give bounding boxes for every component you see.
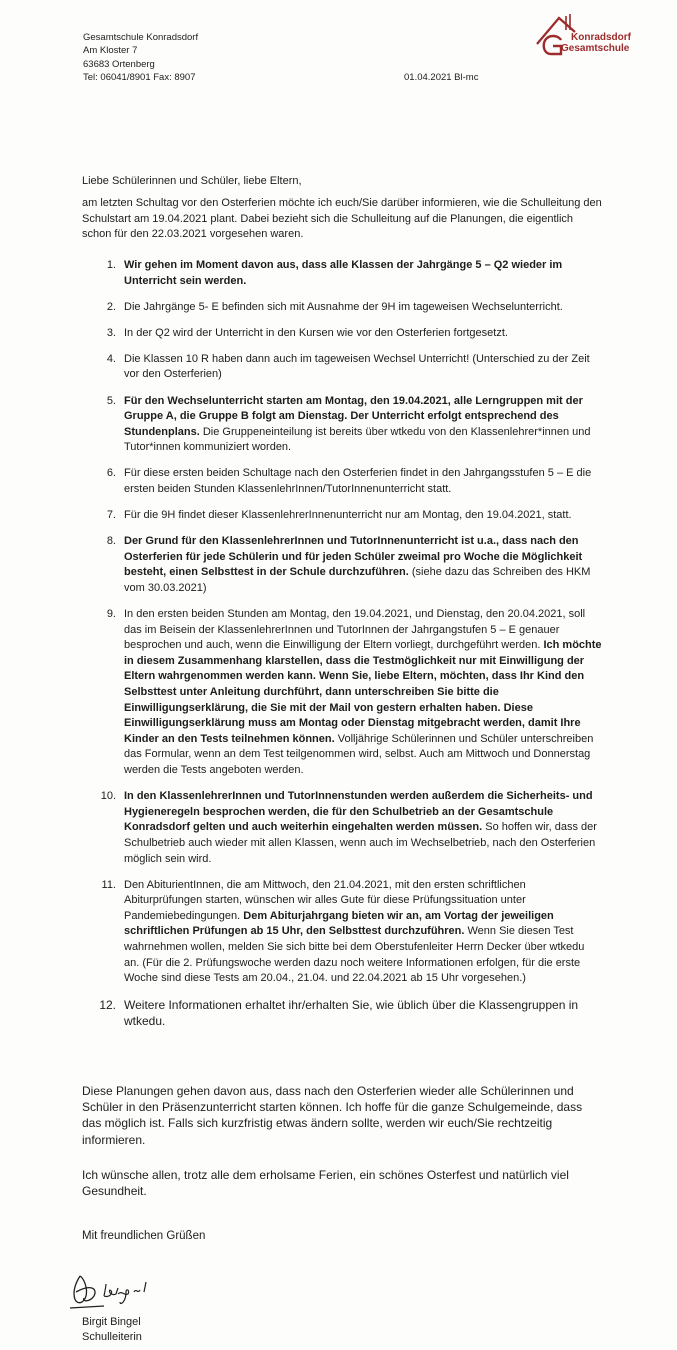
numbered-list [82,258,602,1040]
list-item [82,326,602,342]
closing-paragraph: Diese Planungen gehen davon aus, dass nach den Osterferien wieder alle Schülerinnen und Schüler in den Präsenzunterricht starten können. Ich hoffe für die ganze Schulgemeinde, dass das möglich ist. Falls sich kurzfristig etwas ändern sollte, werden wir euch/Sie rechtzeitig informieren. [82,1084,583,1147]
list-item [82,607,602,779]
list-item-number: 2. [106,300,116,313]
bold-segment: Wir gehen im Moment davon aus, dass alle Klassen der Jahrgänge 5 – Q2 wieder im Unterricht sein werden. [124,259,563,287]
list-item [82,394,602,456]
text-segment: So hoffen wir, dass der Schulbetrieb auch wieder mit allen Klassen, wenn auch im Wechselbetrieb, nach den Osterferien möglich sein wird. [124,821,597,865]
list-item-number: 10. [100,790,116,803]
text-segment: Weitere Informationen erhaltet ihr/erhalten Sie, wie üblich über die Klassengruppen in wtkedu. [124,998,579,1029]
list-item-text [124,789,602,867]
list-item-number: 7. [106,509,116,522]
sender-phone: Tel: 06041/8901 Fax: 8907 [83,71,196,83]
list-item [82,258,602,289]
list-item-text [124,326,602,342]
handwritten-signature [60,1262,180,1320]
list-item-text [124,534,602,596]
list-item [82,352,602,383]
list-item-number: 5. [106,394,116,407]
text-segment: Die Gruppeneinteilung ist bereits über wtkedu von den Klassenlehrer*innen und Tutor*innen kommuniziert worden. [124,425,591,454]
sender-address [83,31,198,84]
list-item-number: 12. [99,998,116,1013]
text-segment: In den ersten beiden Stunden am Montag, den 19.04.2021, und Dienstag, den 20.04.2021, soll das im Beisein der KlassenlehrerInnen und TutorInnen der Jahrgangstufen 5 – E genauer besprochen und auch, wenn die Einwilligung der Eltern vorliegt, durchgeführt werden. [124,608,586,652]
text-segment: Für diese ersten beiden Schultage nach den Osterferien findet in den Jahrgangsstufen 5 – E die ersten beiden Stunden KlassenlehrInnen/TutorInnenunterricht statt. [124,467,592,496]
list-item [82,300,602,316]
list-item-number: 11. [101,878,116,891]
signatory-name: Birgit Bingel [82,1316,141,1328]
list-item-text [124,258,602,289]
bold-segment: Dem Abiturjahrgang bieten wir an, am Vortag der jeweiligen schriftlichen Prüfungen ab 15 Uhr, den Selbsttest durchzuführen. [124,909,554,938]
list-item-number: 8. [106,535,116,548]
bold-segment: Ich möchte in diesem Zusammenhang klarstellen, dass die Testmöglichkeit nur mit Einwilligung der Eltern wahrgenommen werden kann. Wenn Sie, liebe Eltern, möchten, dass Ihr Kind den Selbsttest unter Anleitung durchführt, dann unterschreiben Sie bitte die Einwilligungserklärung, die Sie mit der Mail von gestern erhalten haben. Diese Einwilligungserklärung muss am Montag oder Dienstag mitgebracht werden, damit Ihre Kinder an den Tests teilnehmen können. [124,639,602,745]
list-item-text [124,352,602,383]
text-segment: Die Jahrgänge 5- E befinden sich mit Ausnahme der 9H im tageweisen Wechselunterricht. [124,300,563,313]
letter-date: 01.04.2021 Bl-mc [404,72,479,83]
list-item-number: 6. [106,467,116,480]
list-item-text [124,607,602,779]
regards-line: Mit freundlichen Grüßen [82,1230,206,1242]
list-item [82,466,602,497]
signatory-role: Schulleiterin [82,1331,142,1343]
logo-line-2: Gesamtschule [561,43,630,54]
intro-paragraph: am letzten Schultag vor den Osterferien möchte ich euch/Sie darüber informieren, wie die Schulleitung den Schulstart am 19.04.2021 plant. Dabei bezieht sich die Schulleitung auf die Planungen, die eigentlich schon für den 22.03.2021 vorgesehen waren. [82,197,602,241]
list-item [82,789,602,867]
logo-text [561,32,631,54]
list-item-number: 4. [106,352,116,365]
bold-segment: Für den Wechselunterricht starten am Montag, den 19.04.2021, alle Lerngruppen mit der Gruppe A, die Gruppe B folgt am Dienstag. Der Unterricht erfolgt entsprechend des Stundenplans. [124,394,583,438]
sender-street: Am Kloster 7 [83,45,138,57]
list-item [82,878,602,987]
text-segment: Wenn Sie diesen Test wahrnehmen wollen, melden Sie sich bitte bei dem Oberstufenleiter Herrn Decker über wtkedu an. (Für die 2. Prüfungswoche werden dazu noch weitere Informationen erfolgen, für die erste Woche sind diese Tests am 20.04., 21.04. und 22.04.2021 ab 15 Uhr vorgesehen.) [124,925,585,985]
list-item [82,508,602,524]
list-item-number: 1. [106,259,116,271]
signatory [82,1315,142,1345]
bold-segment: In den KlassenlehrerInnen und TutorInnenstunden werden außerdem die Sicherheits- und Hygieneregeln besprochen werden, die für den Schulbetrieb an der Gesamtschule Konradsdorf gelten und auch weiterhin eingehalten werden müssen. [124,790,593,834]
wishes-paragraph: Ich wünsche allen, trotz alle dem erholsame Ferien, ein schönes Osterfest und natürlich viel Gesundheit. [82,1168,569,1199]
list-item-number: 3. [106,326,116,339]
salutation: Liebe Schülerinnen und Schüler, liebe Eltern, [82,175,302,187]
list-item-text [124,466,602,497]
text-segment: (siehe dazu das Schreiben des HKM vom 30.03.2021) [124,566,591,594]
list-item-text [124,878,602,987]
list-item [82,534,602,596]
text-segment: In der Q2 wird der Unterricht in den Kursen wie vor den Osterferien fortgesetzt. [124,326,508,339]
list-item [82,997,602,1029]
text-segment: Den AbiturientInnen, die am Mittwoch, den 21.04.2021, mit den ersten schriftlichen Abiturprüfungen starten, wünschen wir alles Gute für diese Prüfungssituation unter Pandemiebedingungen. [124,878,526,922]
sender-school: Gesamtschule Konradsdorf [83,32,199,43]
list-item-text [124,394,602,456]
list-item-text [124,508,602,524]
list-item-text [124,300,602,316]
sender-city: 63683 Ortenberg [83,58,155,70]
text-segment: Volljährige Schülerinnen und Schüler unterschreiben das Formular, wenn an dem Test teilgenommen wird, selbst. Auch am Mittwoch und Donnerstag werden die Tests angeboten werden. [124,732,594,777]
list-item-text [124,997,602,1029]
text-segment: Für die 9H findet dieser KlassenlehrerInnenunterricht nur am Montag, den 19.04.2021, statt. [124,509,572,522]
list-item-number: 9. [106,608,116,621]
bold-segment: Der Grund für den KlassenlehrerInnen und TutorInnenunterricht ist u.a., dass nach den Osterferien für jede Schülerin und für jeden Schüler zweimal pro Woche die Möglichkeit besteht, einen Selbsttest in der Schule durchzuführen. [124,535,583,579]
text-segment: Die Klassen 10 R haben dann auch im tageweisen Wechsel Unterricht! (Unterschied zu der Zeit vor den Osterferien) [124,352,590,381]
school-logo [533,10,653,62]
logo-line-1: Konradsdorf [571,32,631,43]
